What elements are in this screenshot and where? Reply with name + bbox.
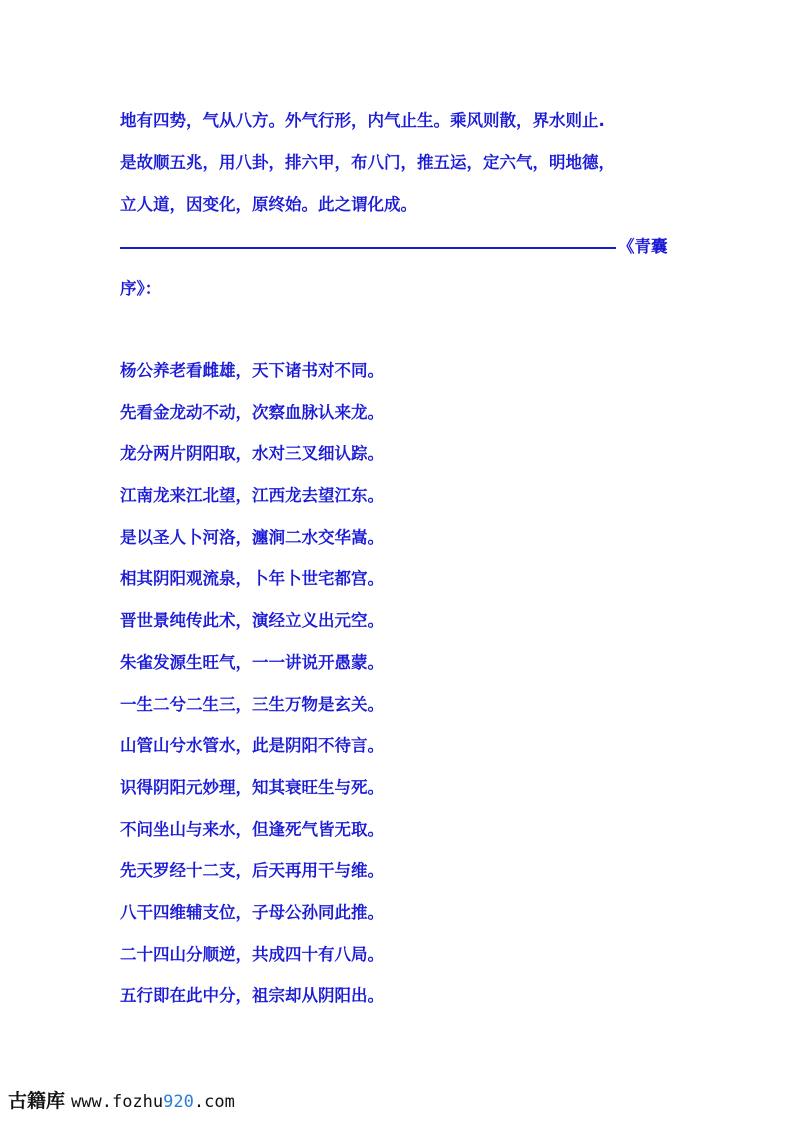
poem-line: 不问坐山与来水，但逢死气皆无取。 [120, 819, 384, 839]
footer-url-prefix: www.fozhu [71, 1092, 164, 1112]
source-title-head: 《青囊 [618, 237, 668, 256]
intro-line-1: 地有四势，气从八方。外气行形，内气止生。乘风则散，界水则止. [120, 111, 605, 130]
poem-line: 朱雀发源生旺气，一一讲说开愚蒙。 [120, 652, 384, 672]
footer-url [71, 1092, 235, 1112]
intro-line-3: 立人道，因变化，原终始。此之谓化成。 [120, 195, 417, 214]
footer-url-number: 920 [163, 1092, 194, 1112]
footer-brand: 古籍库 [8, 1090, 66, 1112]
poem-line: 晋世景纯传此术，演经立义出元空。 [120, 611, 384, 631]
poem-line: 是以圣人卜河洛，瀍涧二水交华嵩。 [120, 527, 384, 547]
poem-line: 相其阴阳观流泉，卜年卜世宅都宫。 [120, 569, 384, 589]
poem-line: 识得阴阳元妙理，知其衰旺生与死。 [120, 777, 384, 797]
poem-line: 江南龙来江北望，江西龙去望江东。 [120, 486, 384, 506]
footer-watermark [8, 1086, 235, 1116]
poem-line: 五行即在此中分，祖宗却从阴阳出。 [120, 986, 384, 1006]
poem-line: 八干四维辅支位，子母公孙同此推。 [120, 902, 384, 922]
intro-line-2: 是故顺五兆，用八卦，排六甲，布八门，推五运，定六气，明地德， [120, 153, 615, 172]
source-citation-line [120, 226, 680, 268]
dash-rule [120, 247, 616, 249]
footer-url-suffix: .com [193, 1092, 235, 1112]
source-title-tail: 序》： [120, 279, 162, 298]
poem [120, 350, 680, 1017]
poem-line: 杨公养老看雌雄，天下诸书对不同。 [120, 361, 384, 380]
poem-line: 二十四山分顺逆，共成四十有八局。 [120, 944, 384, 964]
poem-line: 龙分两片阴阳取，水对三叉细认踪。 [120, 444, 384, 464]
poem-line: 先看金龙动不动，次察血脉认来龙。 [120, 402, 384, 422]
poem-line: 一生二兮二生三，三生万物是玄关。 [120, 694, 384, 714]
spacer [120, 310, 680, 350]
poem-line: 山管山兮水管水，此是阴阳不待言。 [120, 736, 384, 756]
main-text-block [120, 100, 680, 1017]
poem-line: 先天罗经十二支，后天再用干与维。 [120, 861, 384, 881]
